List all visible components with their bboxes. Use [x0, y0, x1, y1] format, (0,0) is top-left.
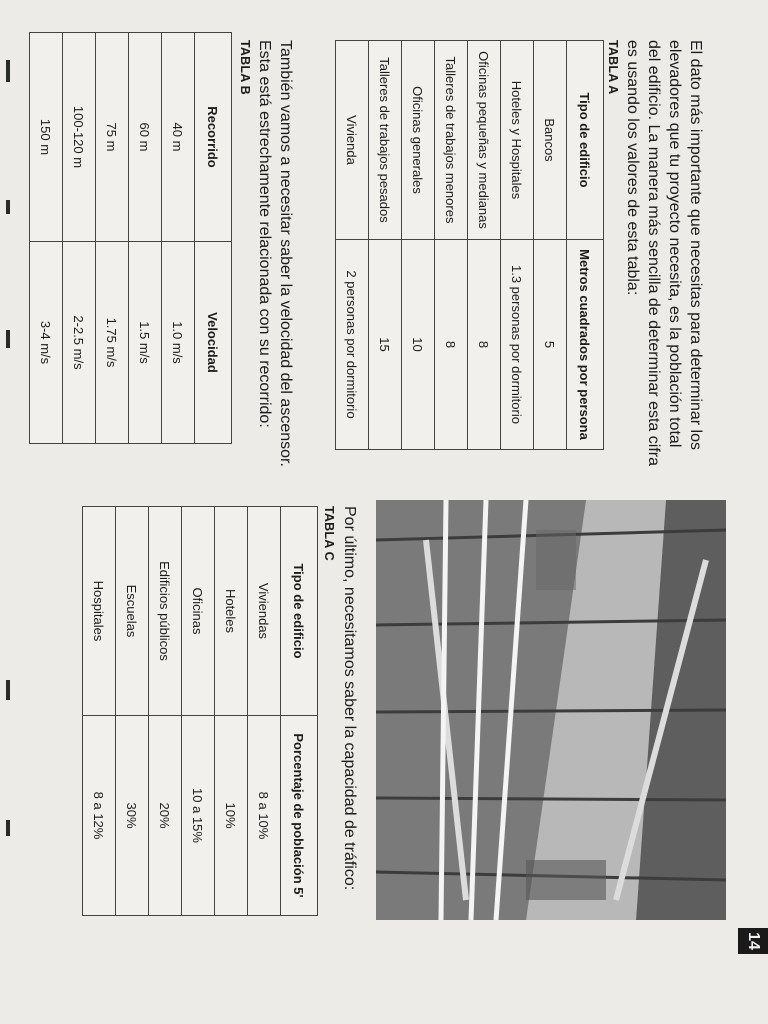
intro-line: elevadores que tu proyecto necesita, es la población total [666, 40, 683, 448]
scan-edge-mark [6, 330, 10, 348]
table-cell: 2 personas por dormitorio [336, 240, 369, 450]
table-row [534, 41, 567, 450]
table-b-header-cell: Recorrido [195, 33, 232, 242]
table-a-header-cell: Tipo de edificio [567, 41, 604, 240]
table-row [501, 41, 534, 450]
table-cell: 8 a 12% [83, 716, 116, 916]
table-row [402, 41, 435, 450]
table-cell: 10% [215, 716, 248, 916]
table-row [83, 507, 116, 916]
table-row [149, 507, 182, 916]
table-cell: 8 [435, 240, 468, 450]
table-cell: Hoteles y Hospitales [501, 41, 534, 240]
scan-edge-mark [6, 680, 10, 700]
table-row [116, 507, 149, 916]
table-cell: 30% [116, 716, 149, 916]
table-row [336, 41, 369, 450]
table-cell: Oficinas generales [402, 41, 435, 240]
table-cell: 150 m [30, 33, 63, 242]
page-number: 14 [738, 928, 768, 954]
table-cell: 10 a 15% [182, 716, 215, 916]
table-cell: 8 [468, 240, 501, 450]
table-cell: 2-2.5 m/s [63, 242, 96, 444]
table-cell: Talleres de trabajos menores [435, 41, 468, 240]
scan-edge-mark [6, 820, 10, 836]
table-a-header-row [567, 41, 604, 450]
table-cell: Oficinas [182, 507, 215, 716]
intro-line: es usando los valores de esta tabla: [624, 40, 641, 296]
table-cell: Hoteles [215, 507, 248, 716]
table-a-label: TABLA A [606, 40, 620, 95]
table-cell: 60 m [129, 33, 162, 242]
table-row [30, 33, 63, 444]
table-cell: 3-4 m/s [30, 242, 63, 444]
elevator-shaft-photo [376, 500, 726, 920]
intro-line: El dato más importante que necesitas para determinar los [687, 40, 704, 450]
capacity-paragraph: Por último, necesitamos saber la capacidad de tráfico: [341, 506, 358, 891]
table-c-header-row [281, 507, 318, 916]
intro-line: del edificio. La manera más sencilla de determinar esta cifra [645, 40, 662, 466]
table-cell: Bancos [534, 41, 567, 240]
table-cell: 1.0 m/s [162, 242, 195, 444]
scan-edge-mark [6, 60, 10, 82]
table-c-header-cell: Porcentaje de población 5' [281, 716, 318, 916]
table-row [248, 507, 281, 916]
table-b [29, 32, 232, 444]
table-cell: 1.3 personas por dormitorio [501, 240, 534, 450]
table-row [182, 507, 215, 916]
elevator-shaft-illustration [376, 500, 726, 920]
table-b-header-cell: Velocidad [195, 242, 232, 444]
table-cell: Escuelas [116, 507, 149, 716]
table-a [335, 40, 604, 450]
table-row [435, 41, 468, 450]
table-cell: 75 m [96, 33, 129, 242]
table-cell: 8 a 10% [248, 716, 281, 916]
velocity-line: Esta está estrechamente relacionada con su recorrido: [256, 40, 273, 428]
table-cell: 1.75 m/s [96, 242, 129, 444]
table-cell: Talleres de trabajos pesados [369, 41, 402, 240]
table-row [129, 33, 162, 444]
table-row [468, 41, 501, 450]
table-cell: Oficinas pequeñas y medianas [468, 41, 501, 240]
table-cell: 15 [369, 240, 402, 450]
table-c [82, 506, 318, 916]
velocity-paragraph [254, 40, 296, 500]
table-cell: 40 m [162, 33, 195, 242]
table-row [96, 33, 129, 444]
table-cell: 10 [402, 240, 435, 450]
table-cell: Vivienda [336, 41, 369, 240]
table-cell: 5 [534, 240, 567, 450]
table-cell: Viviendas [248, 507, 281, 716]
table-cell: 20% [149, 716, 182, 916]
table-c-header-cell: Tipo de edificio [281, 507, 318, 716]
scan-edge-mark [6, 200, 10, 214]
table-cell: 1.5 m/s [129, 242, 162, 444]
table-b-header-row [195, 33, 232, 444]
table-a-header-cell: Metros cuadrados por persona [567, 240, 604, 450]
velocity-line: También vamos a necesitar saber la velocidad del ascensor. [277, 40, 294, 467]
table-cell: Hospitales [83, 507, 116, 716]
table-row [215, 507, 248, 916]
table-row [63, 33, 96, 444]
table-c-label: TABLA C [322, 506, 336, 561]
table-row [162, 33, 195, 444]
table-cell: Edificios públicos [149, 507, 182, 716]
table-row [369, 41, 402, 450]
table-b-label: TABLA B [238, 40, 252, 95]
table-cell: 100-120 m [63, 33, 96, 242]
